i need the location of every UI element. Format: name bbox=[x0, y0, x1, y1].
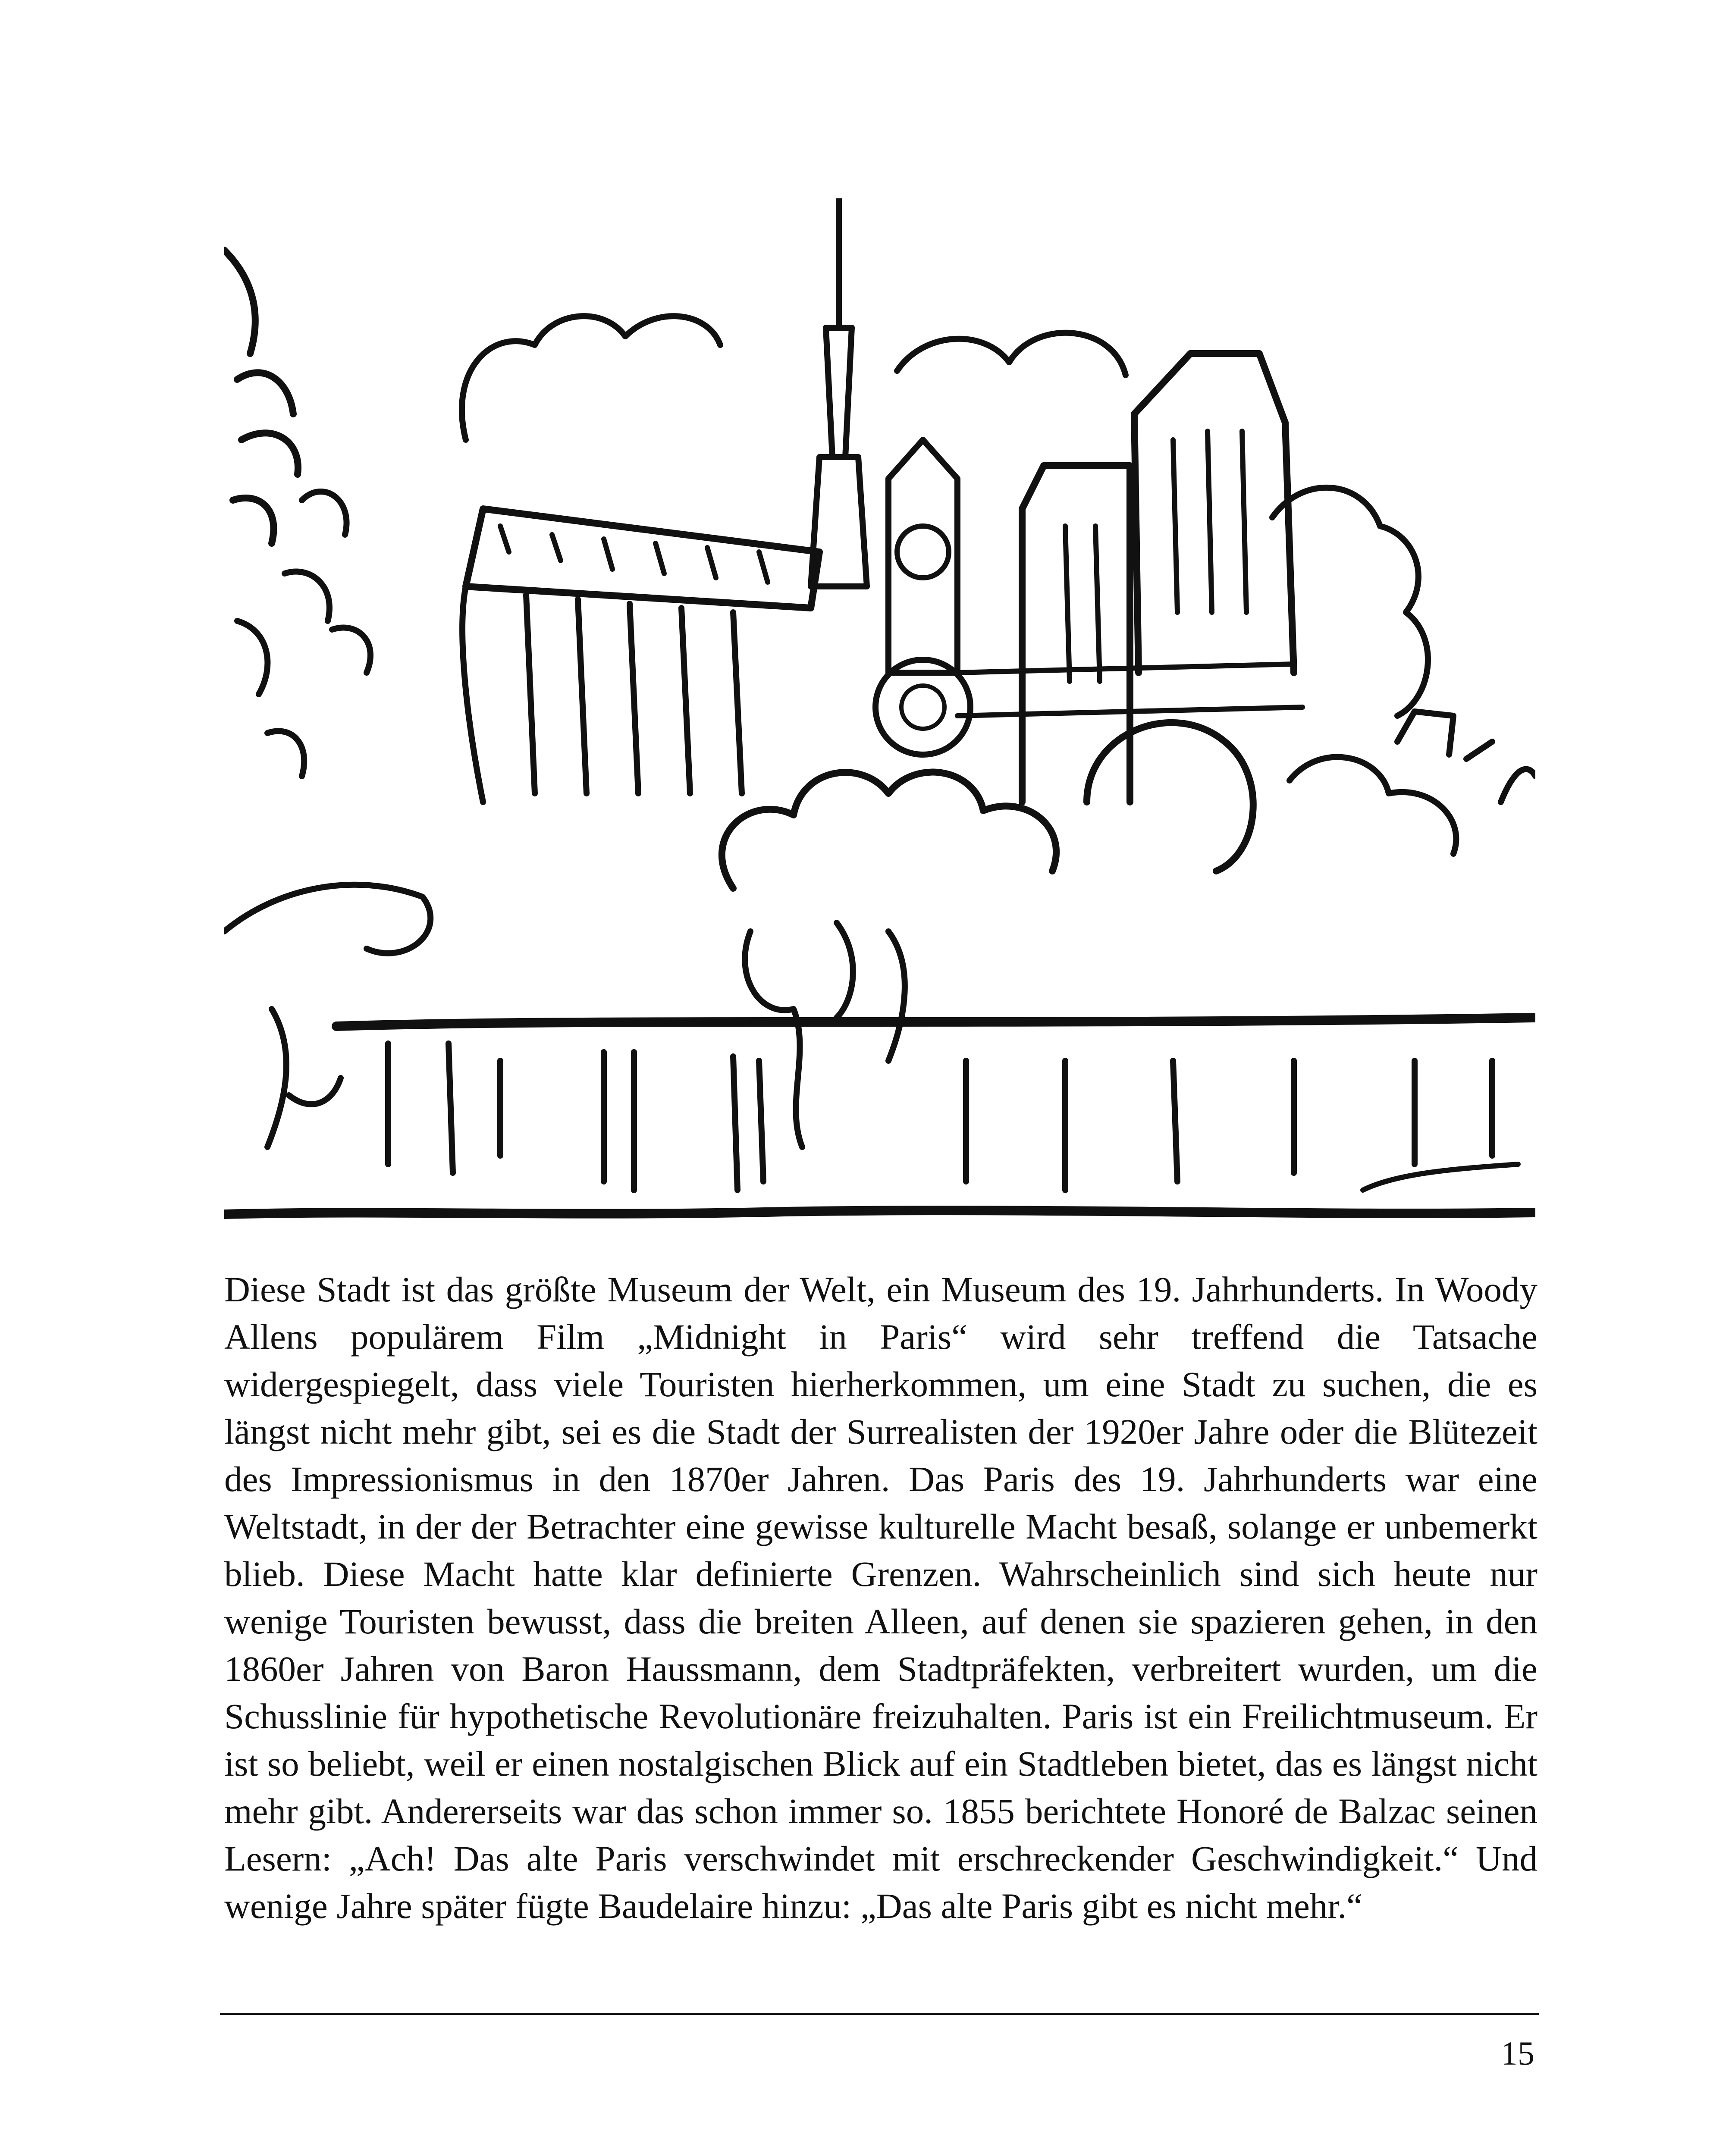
page-number: 15 bbox=[1501, 2034, 1534, 2072]
body-text bbox=[224, 1266, 1537, 1930]
notre-dame-illustration bbox=[224, 198, 1535, 1233]
footer-rule bbox=[220, 2013, 1539, 2015]
body-paragraph: Diese Stadt ist das größte Museum der Welt, ein Museum des 19. Jahrhunderts. In Woody Allens populärem Film „Midnight in Paris“ wird sehr treffend die Tatsache widergespiegelt, dass viele Touristen hierherkommen, um eine Stadt zu suchen, die es längst nicht mehr gibt, sei es die Stadt der Surrealisten der 1920er Jahre oder die Blütezeit des Impressionismus in den 1870er Jahren. Das Paris des 19. Jahrhunderts war eine Weltstadt, in der der Betrachter eine gewisse kulturelle Macht besaß, solange er unbemerkt blieb. Diese Macht hatte klar definierte Grenzen. Wahrscheinlich sind sich heute nur wenige Touristen bewusst, dass die breiten Alleen, auf denen sie spazieren gehen, in den 1860er Jahren von Baron Haussmann, dem Stadtpräfekten, verbreitert wurden, um die Schusslinie für hypothetische Revolutionäre freizuhalten. Paris ist ein Freilichtmuseum. Er ist so beliebt, weil er einen nostalgischen Blick auf ein Stadtleben bietet, das es längst nicht mehr gibt. Andererseits war das schon immer so. 1855 berichtete Honoré de Balzac seinen Lesern: „Ach! Das alte Paris verschwindet mit erschreckender Geschwindigkeit.“ Und wenige Jahre später fügte Baudelaire hinzu: „Das alte Paris gibt es nicht mehr.“ bbox=[224, 1269, 1537, 1926]
